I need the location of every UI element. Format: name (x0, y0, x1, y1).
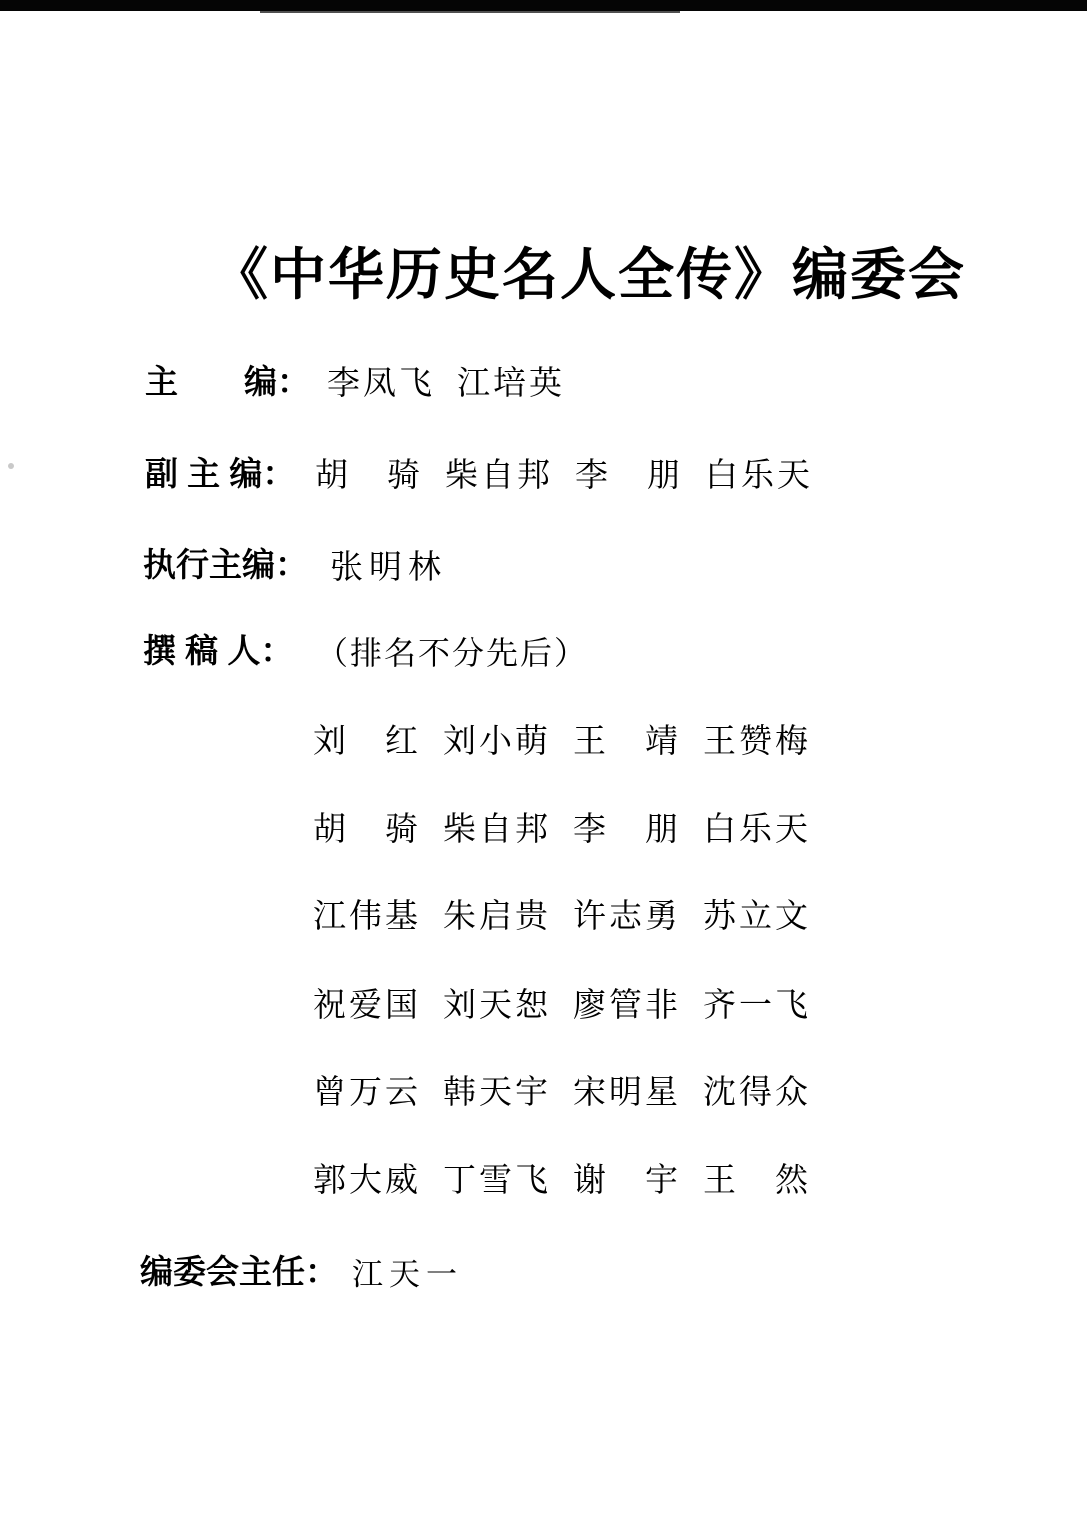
committee-director-label: 编委会主任： (140, 1253, 338, 1290)
contributor-name: 齐一飞 (703, 988, 811, 1024)
page-title: 《中华历史名人全传》编委会 (212, 245, 966, 307)
deputy-editor-label: 副 主 编： (145, 455, 296, 492)
chief-editor-label: 主 编： (145, 363, 310, 400)
contributor-name: 王 然 (703, 1163, 811, 1199)
deputy-editor-name: 胡 骑 (315, 458, 423, 494)
contributor-row (313, 1162, 811, 1202)
contributor-name: 苏立文 (703, 899, 811, 935)
contributor-name: 白乐天 (703, 812, 811, 848)
contributor-name: 朱启贵 (443, 899, 551, 935)
chief-editor-name: 江培英 (457, 366, 565, 402)
deputy-editor-name: 李 朋 (575, 458, 683, 494)
contributor-row (313, 1074, 811, 1114)
contributor-row (313, 987, 811, 1027)
deputy-editor-names (315, 457, 813, 497)
contributor-name: 祝爱国 (313, 988, 421, 1024)
scan-artifact-top-bar (0, 0, 1087, 11)
contributor-row (313, 723, 811, 763)
contributor-name: 丁雪飞 (443, 1163, 551, 1199)
contributor-name: 韩天宇 (443, 1075, 551, 1111)
executive-editor-label: 执行主编： (143, 546, 308, 583)
contributor-name: 许志勇 (573, 899, 681, 935)
deputy-editor-name: 白乐天 (705, 458, 813, 494)
contributor-name: 曾万云 (313, 1075, 421, 1111)
contributor-name: 刘 红 (313, 724, 421, 760)
contributors-label: 撰 稿 人： (143, 632, 294, 669)
contributor-name: 胡 骑 (313, 812, 421, 848)
contributor-name: 刘天恕 (443, 988, 551, 1024)
committee-director-name: 江天一 (352, 1257, 463, 1292)
contributor-name: 江伟基 (313, 899, 421, 935)
executive-editor-name: 张明林 (330, 550, 447, 586)
deputy-editor-name: 柴自邦 (445, 458, 553, 494)
contributor-name: 廖管非 (573, 988, 681, 1024)
contributor-name: 王赞梅 (703, 724, 811, 760)
contributor-name: 宋明星 (573, 1075, 681, 1111)
contributor-name: 李 朋 (573, 812, 681, 848)
contributor-name: 王 靖 (573, 724, 681, 760)
scan-artifact-speck (8, 463, 14, 469)
contributors-note: （排名不分先后） (316, 635, 589, 671)
contributor-name: 刘小萌 (443, 724, 551, 760)
chief-editor-name: 李凤飞 (327, 366, 435, 402)
contributor-name: 谢 宇 (573, 1163, 681, 1199)
contributor-name: 沈得众 (703, 1075, 811, 1111)
contributor-row (313, 898, 811, 938)
contributor-row (313, 811, 811, 851)
chief-editor-names (327, 365, 565, 405)
contributor-name: 郭大威 (313, 1163, 421, 1199)
contributor-name: 柴自邦 (443, 812, 551, 848)
